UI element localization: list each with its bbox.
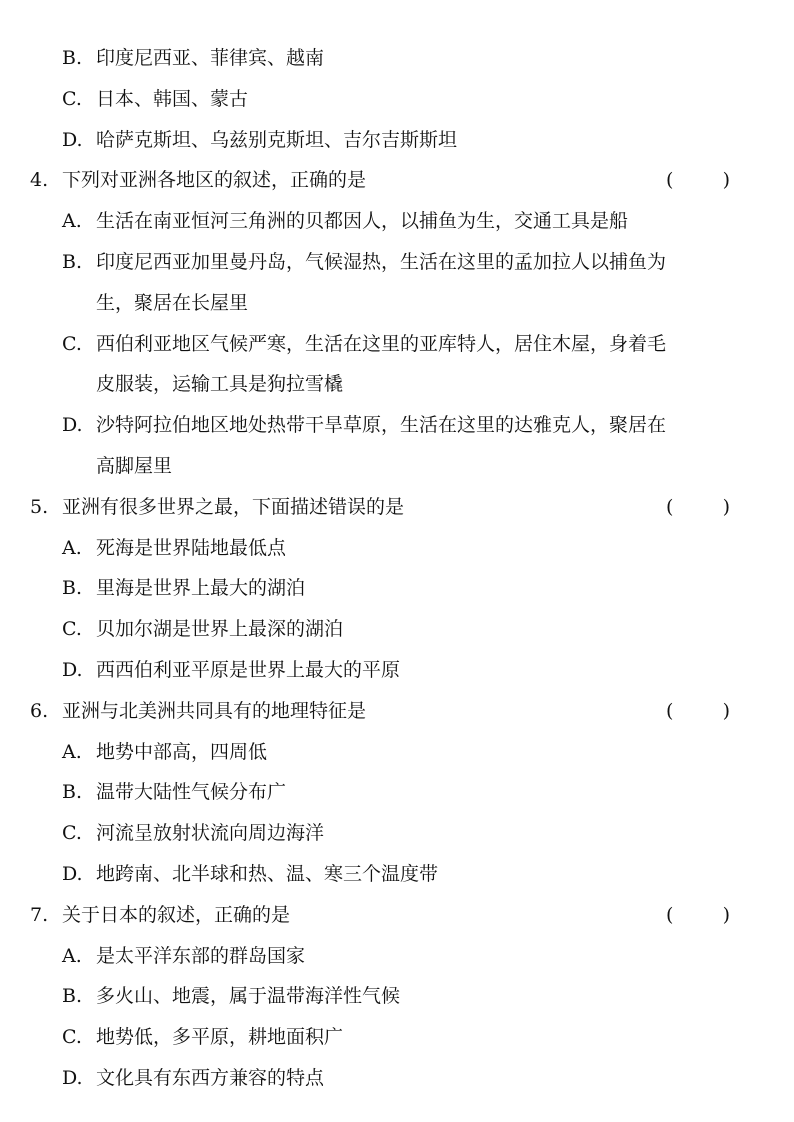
answer-paren-close: ): [722, 169, 730, 192]
option-text-continued: 生，聚居在长屋里: [96, 291, 249, 314]
question-4: [0, 166, 794, 194]
option-letter: A.: [62, 210, 82, 233]
option-letter: D.: [62, 1067, 83, 1089]
option-letter: C.: [62, 618, 82, 641]
option-item: [0, 738, 794, 766]
option-letter: B.: [62, 985, 83, 1008]
option-item: [0, 942, 794, 970]
option-letter: D.: [62, 414, 83, 437]
option-item: [0, 982, 794, 1010]
option-continuation: [0, 370, 794, 398]
option-text: 西伯利亚地区气候严寒，生活在这里的亚库特人，居住木屋，身着毛: [96, 332, 667, 355]
option-letter: C.: [62, 822, 82, 845]
option-item: [0, 85, 794, 113]
option-text: 里海是世界上最大的湖泊: [96, 577, 306, 600]
question-text: 亚洲有很多世界之最，下面描述错误的是: [62, 495, 405, 518]
answer-paren-open: (: [666, 169, 674, 192]
option-letter: B.: [62, 47, 83, 69]
answer-blank: [666, 166, 730, 194]
answer-paren-close: ): [722, 699, 730, 722]
option-text: 西西伯利亚平原是世界上最大的平原: [96, 659, 401, 681]
option-continuation: [0, 289, 794, 317]
option-letter: D.: [62, 659, 83, 681]
option-item: [0, 656, 794, 684]
question-number: 5.: [30, 495, 49, 518]
option-item: [0, 615, 794, 643]
option-letter: C.: [62, 87, 82, 110]
question-text: 下列对亚洲各地区的叙述，正确的是: [62, 169, 367, 192]
question-7: [0, 901, 794, 929]
answer-blank: [666, 901, 730, 929]
question-number: 6.: [30, 699, 49, 722]
option-item: [0, 778, 794, 806]
option-letter: B.: [62, 781, 83, 804]
option-text: 生活在南亚恒河三角洲的贝都因人，以捕鱼为生，交通工具是船: [96, 210, 629, 233]
answer-paren-open: (: [666, 495, 674, 518]
answer-paren-close: ): [722, 903, 730, 926]
option-text: 沙特阿拉伯地区地处热带干旱草原，生活在这里的达雅克人，聚居在: [96, 414, 667, 437]
option-item: [0, 534, 794, 562]
option-text: 文化具有东西方兼容的特点: [96, 1067, 325, 1089]
option-item: [0, 248, 794, 276]
answer-blank: [666, 697, 730, 725]
option-text: 地势中部高，四周低: [96, 740, 268, 763]
option-item: [0, 819, 794, 847]
question-text: 关于日本的叙述，正确的是: [62, 903, 291, 926]
option-continuation: [0, 452, 794, 480]
answer-paren-open: (: [666, 903, 674, 926]
question-6: [0, 697, 794, 725]
option-item: [0, 126, 794, 154]
answer-paren-open: (: [666, 699, 674, 722]
option-item: [0, 207, 794, 235]
option-item: [0, 1064, 794, 1092]
option-item: [0, 411, 794, 439]
option-text-continued: 高脚屋里: [96, 455, 173, 477]
option-letter: C.: [62, 332, 82, 355]
option-text: 哈萨克斯坦、乌兹别克斯坦、吉尔吉斯斯坦: [96, 128, 458, 151]
option-item: [0, 574, 794, 602]
option-item: [0, 1023, 794, 1051]
option-letter: B.: [62, 577, 83, 600]
answer-paren-close: ): [722, 495, 730, 518]
option-item: [0, 44, 794, 72]
option-letter: A.: [62, 536, 82, 559]
option-text: 是太平洋东部的群岛国家: [96, 944, 306, 967]
option-text: 死海是世界陆地最低点: [96, 536, 287, 559]
option-letter: D.: [62, 128, 83, 151]
option-text: 温带大陆性气候分布广: [96, 781, 287, 804]
question-number: 4.: [30, 169, 49, 192]
question-text: 亚洲与北美洲共同具有的地理特征是: [62, 699, 367, 722]
option-text: 地跨南、北半球和热、温、寒三个温度带: [96, 863, 439, 885]
option-letter: D.: [62, 863, 83, 885]
option-text: 贝加尔湖是世界上最深的湖泊: [96, 618, 344, 641]
question-5: [0, 493, 794, 521]
option-text: 印度尼西亚加里曼丹岛，气候湿热，生活在这里的孟加拉人以捕鱼为: [96, 251, 667, 273]
option-letter: A.: [62, 944, 82, 967]
option-letter: B.: [62, 251, 83, 273]
option-text: 河流呈放射状流向周边海洋: [96, 822, 325, 845]
option-text: 多火山、地震，属于温带海洋性气候: [96, 985, 401, 1008]
option-item: [0, 330, 794, 358]
option-text: 地势低，多平原，耕地面积广: [96, 1026, 344, 1049]
option-text: 印度尼西亚、菲律宾、越南: [96, 47, 325, 69]
option-letter: A.: [62, 740, 82, 763]
option-text-continued: 皮服装，运输工具是狗拉雪橇: [96, 373, 344, 396]
option-item: [0, 860, 794, 888]
option-text: 日本、韩国、蒙古: [96, 87, 249, 110]
answer-blank: [666, 493, 730, 521]
option-letter: C.: [62, 1026, 82, 1049]
question-number: 7.: [30, 903, 49, 926]
